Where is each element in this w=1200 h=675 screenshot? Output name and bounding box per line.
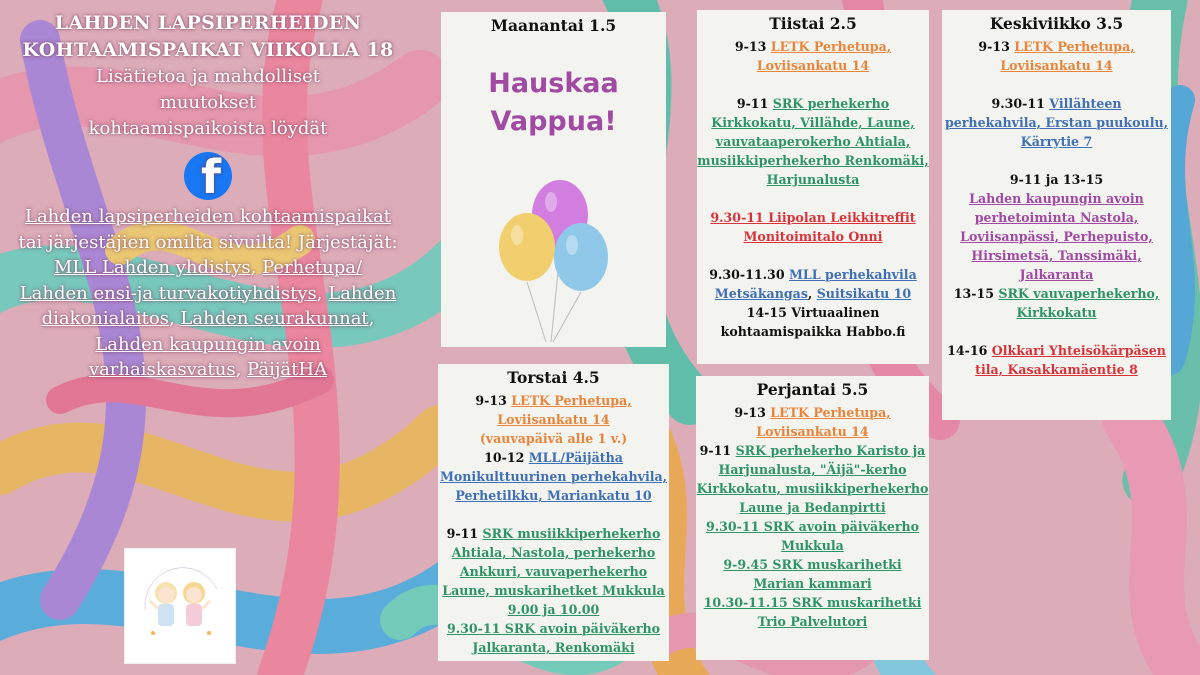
event-link[interactable]: Suitsikatu 10 xyxy=(816,286,912,301)
org-link-mll[interactable]: MLL Lahden yhdistys xyxy=(53,257,251,278)
event-link[interactable]: LETK Perhetupa, Loviisankatu 14 xyxy=(756,405,891,439)
event-link[interactable]: SRK perhekerho Karisto ja Harjunalusta, "Äijä"-kerho Kirkkokatu, musiikkiperhekerho Laune ja Bedanpirtti xyxy=(696,443,929,515)
facebook-icon[interactable]: f xyxy=(184,152,232,200)
event-link[interactable]: SRK vauvaperhekerho, Kirkkokatu xyxy=(998,286,1160,320)
org-link-diakonialaitos[interactable]: Lahden diakonialaitos xyxy=(41,282,397,329)
event-time: 9-11 ja 13-15 xyxy=(1009,172,1104,187)
event-link[interactable]: 9.30-11 SRK avoin päiväkerho Mukkula xyxy=(705,519,920,553)
day-heading: Maanantai 1.5 xyxy=(490,16,617,35)
separator: , xyxy=(368,308,375,329)
separator: , xyxy=(235,359,248,380)
day-card-monday xyxy=(441,12,666,347)
day-heading: Perjantai 5.5 xyxy=(756,380,869,399)
org-link-paijatha[interactable]: PäijätHA xyxy=(247,359,328,380)
event-link[interactable]: MLL/Päijätha Monikulttuurinen perhekahvila, Perhetilkku, Mariankatu 10 xyxy=(439,450,668,503)
event-link[interactable]: 10.30-11.15 SRK muskarihetki Trio Palvelutori xyxy=(703,595,922,629)
event-link[interactable]: 9.30-11 SRK avoin päiväkerho Jalkaranta, Renkomäki xyxy=(446,621,661,655)
event-time: 9-13 xyxy=(734,405,771,420)
event-time: 9-13 xyxy=(734,39,771,54)
info-line: Lisätietoa ja mahdolliset xyxy=(95,66,321,87)
org-link-perhetupa[interactable]: Perhetupa/ Lahden ensi-ja turvakotiyhdistys xyxy=(19,257,363,304)
separator: , xyxy=(316,282,329,304)
event-link[interactable]: Villähteen perhekahvila, Erstan puukoulu, Kärrytie 7 xyxy=(944,96,1169,149)
balloons-icon xyxy=(441,177,666,347)
left-info-panel xyxy=(18,10,398,383)
event-time: 13-15 xyxy=(953,286,999,301)
greeting-line: Hauskaa xyxy=(488,68,619,99)
event-time: 9-11 xyxy=(736,96,773,111)
event-text: 14-15 Virtuaalinen kohtaamispaikka Habbo.fi xyxy=(720,305,906,339)
event-link[interactable]: 9.30-11 Liipolan Leikkitreffit Monitoimitalo Onni xyxy=(710,210,916,244)
event-time: 9-11 xyxy=(446,526,483,541)
organizers-text xyxy=(18,204,398,383)
org-link-varhaiskasvatus[interactable]: Lahden kaupungin avoin varhaiskasvatus xyxy=(88,333,321,380)
info-line: muutokset xyxy=(159,92,257,113)
text-or: tai järjestäjien omilta sivuilta! xyxy=(18,231,293,253)
day-heading: Keskiviikko 3.5 xyxy=(989,14,1124,33)
page-title: LAHDEN LAPSIPERHEIDEN KOHTAAMISPAIKAT VIIKOLLA 18 xyxy=(22,12,394,61)
perhekeskus-logo xyxy=(124,548,236,664)
event-time: 10-12 xyxy=(484,450,529,465)
separator: , xyxy=(168,308,181,329)
event-note: (vauvapäivä alle 1 v.) xyxy=(479,431,628,446)
event-link[interactable]: Lahden kaupungin avoin perhetoiminta Nastola, Loviisanpässi, Perhepuisto, Hirsimetsä, Tanssimäki, Jalkaranta xyxy=(960,191,1153,282)
greeting-line: Vappua! xyxy=(490,106,617,137)
greeting-text xyxy=(441,65,666,141)
day-card-tuesday xyxy=(697,10,929,364)
info-line: kohtaamispaikoista löydät xyxy=(88,118,328,139)
organizers-label: Järjestäjät: xyxy=(297,231,398,253)
day-card-friday xyxy=(696,376,929,660)
event-link[interactable]: LETK Perhetupa, Loviisankatu 14 xyxy=(497,393,632,427)
event-time: 14-16 xyxy=(947,343,992,358)
event-link[interactable]: LETK Perhetupa, Loviisankatu 14 xyxy=(756,39,892,73)
event-link[interactable]: SRK perhekerho Kirkkokatu, Villähde, Laune, vauvataaperokerho Ahtiala, musiikkiperhekerho Renkomäki, Harjunalusta xyxy=(697,96,929,187)
facebook-page-link[interactable]: Lahden lapsiperheiden kohtaamispaikat xyxy=(24,206,392,227)
event-time: 9.30-11 xyxy=(991,96,1050,111)
day-card-wednesday xyxy=(942,10,1171,420)
event-link[interactable]: SRK musiikkiperhekerho Ahtiala, Nastola, perhekerho Ankkuri, vauvaperhekerho Laune, muskarihetket Mukkula 9.00 ja 10.00 xyxy=(442,526,665,617)
event-link[interactable]: LETK Perhetupa, Loviisankatu 14 xyxy=(1000,39,1135,73)
event-link[interactable]: MLL perhekahvila Metsäkangas xyxy=(714,267,917,301)
event-link[interactable]: 9-9.45 SRK muskarihetki Marian kammari xyxy=(723,557,902,591)
org-link-seurakunnat[interactable]: Lahden seurakunnat xyxy=(180,308,369,329)
event-link[interactable]: Olkkari Yhteisökärpäsen tila, Kasakkamäentie 8 xyxy=(975,343,1166,377)
event-time: 9-13 xyxy=(475,393,512,408)
day-heading: Torstai 4.5 xyxy=(507,368,600,387)
day-card-thursday xyxy=(438,364,669,661)
event-time: 9-13 xyxy=(978,39,1015,54)
separator: , xyxy=(807,286,817,301)
event-time: 9.30-11.30 xyxy=(709,267,789,282)
event-time: 9-11 xyxy=(699,443,736,458)
separator: , xyxy=(250,257,263,278)
day-heading: Tiistai 2.5 xyxy=(769,14,857,33)
children-illustration-icon xyxy=(125,549,235,663)
